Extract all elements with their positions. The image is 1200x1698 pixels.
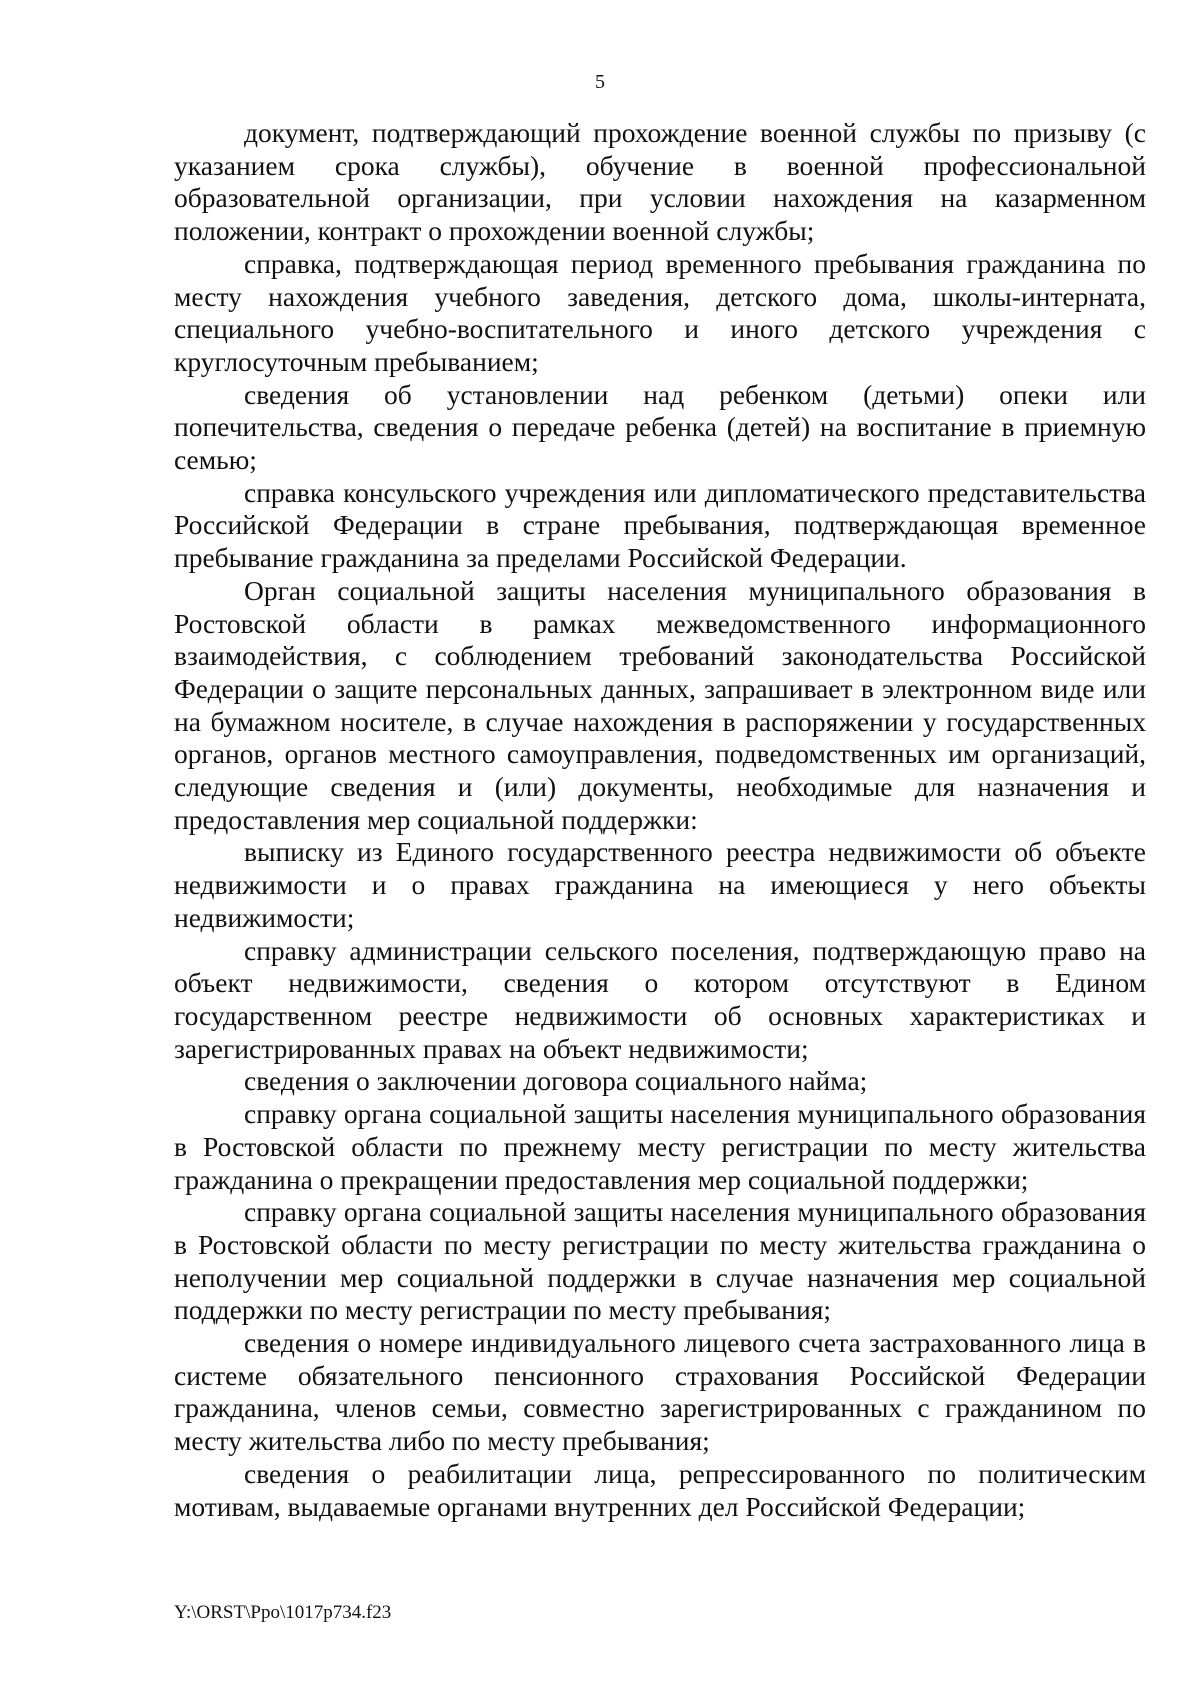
paragraph-social-lease-info: сведения о заключении договора социального найма; — [244, 1065, 868, 1097]
footer-file-path: Y:\ORST\Ppo\1017p734.f23 — [174, 1602, 392, 1623]
paragraph-insurance-account-info: сведения о номере индивидуального лицевого счета застрахованного лица в системе обязательного пенсионного страхования Российской Федерации гражданина, членов семьи, совместно зарегистрированных с гражданином по месту жительства либо по месту пребывания; — [174, 1327, 1146, 1457]
paragraph-consular-certificate: справка консульского учреждения или дипломатического представительства Российской Федерации в стране пребывания, подтверждающая временное пребывание гражданина за пределами Российской Федерации. — [174, 476, 1146, 574]
paragraph-termination-certificate: справку органа социальной защиты населения муниципального образования в Ростовской области по прежнему месту регистрации по месту жительства гражданина о прекращении предоставления мер социальной поддержки; — [174, 1098, 1146, 1195]
paragraph-real-estate-extract: выписку из Единого государственного реестра недвижимости об объекте недвижимости и о правах гражданина на имеющиеся у него объекты недвижимости; — [174, 836, 1146, 933]
paragraph-temporary-stay-certificate: справка, подтверждающая период временного пребывания гражданина по месту нахождения учебного заведения, детского дома, школы-интерната, специального учебно-воспитательного и иного детского учреждения с круглосуточным пребыванием; — [174, 247, 1146, 377]
paragraph-rural-settlement-certificate: справку администрации сельского поселения, подтверждающую право на объект недвижимости, сведения о котором отсутствуют в Едином государственном реестре недвижимости об основных характеристиках и зарегистрированных правах на объект недвижимости; — [174, 934, 1146, 1064]
paragraph-social-protection-body: Орган социальной защиты населения муниципального образования в Ростовской области в рамках межведомственного информационного взаимодействия, с соблюдением требований законодательства Российской Федерации о защите персональных данных, запрашивает в электронном виде или на бумажном носителе, в случае нахождения в распоряжении у государственных органов, органов местного самоуправления, подведомственных им организаций, следующие сведения и (или) документы, необходимые для назначения и предоставления мер социальной поддержки: — [174, 574, 1146, 835]
page-number: 5 — [595, 71, 605, 93]
document-body — [174, 117, 1146, 1523]
paragraph-rehabilitation-info: сведения о реабилитации лица, репрессированного по политическим мотивам, выдаваемые органами внутренних дел Российской Федерации; — [174, 1457, 1146, 1522]
paragraph-military-service-document: документ, подтверждающий прохождение военной службы по призыву (с указанием срока службы), обучение в военной профессиональной образовательной организации, при условии нахождения на казарменном положении, контракт о прохождении военной службы; — [174, 117, 1146, 247]
paragraph-non-receipt-certificate: справку органа социальной защиты населения муниципального образования в Ростовской области по месту регистрации по месту жительства гражданина о неполучении мер социальной поддержки в случае назначения мер социальной поддержки по месту регистрации по месту пребывания; — [174, 1196, 1146, 1326]
paragraph-guardianship-info: сведения об установлении над ребенком (детьми) опеки или попечительства, сведения о передаче ребенка (детей) на воспитание в приемную семью; — [174, 378, 1146, 476]
